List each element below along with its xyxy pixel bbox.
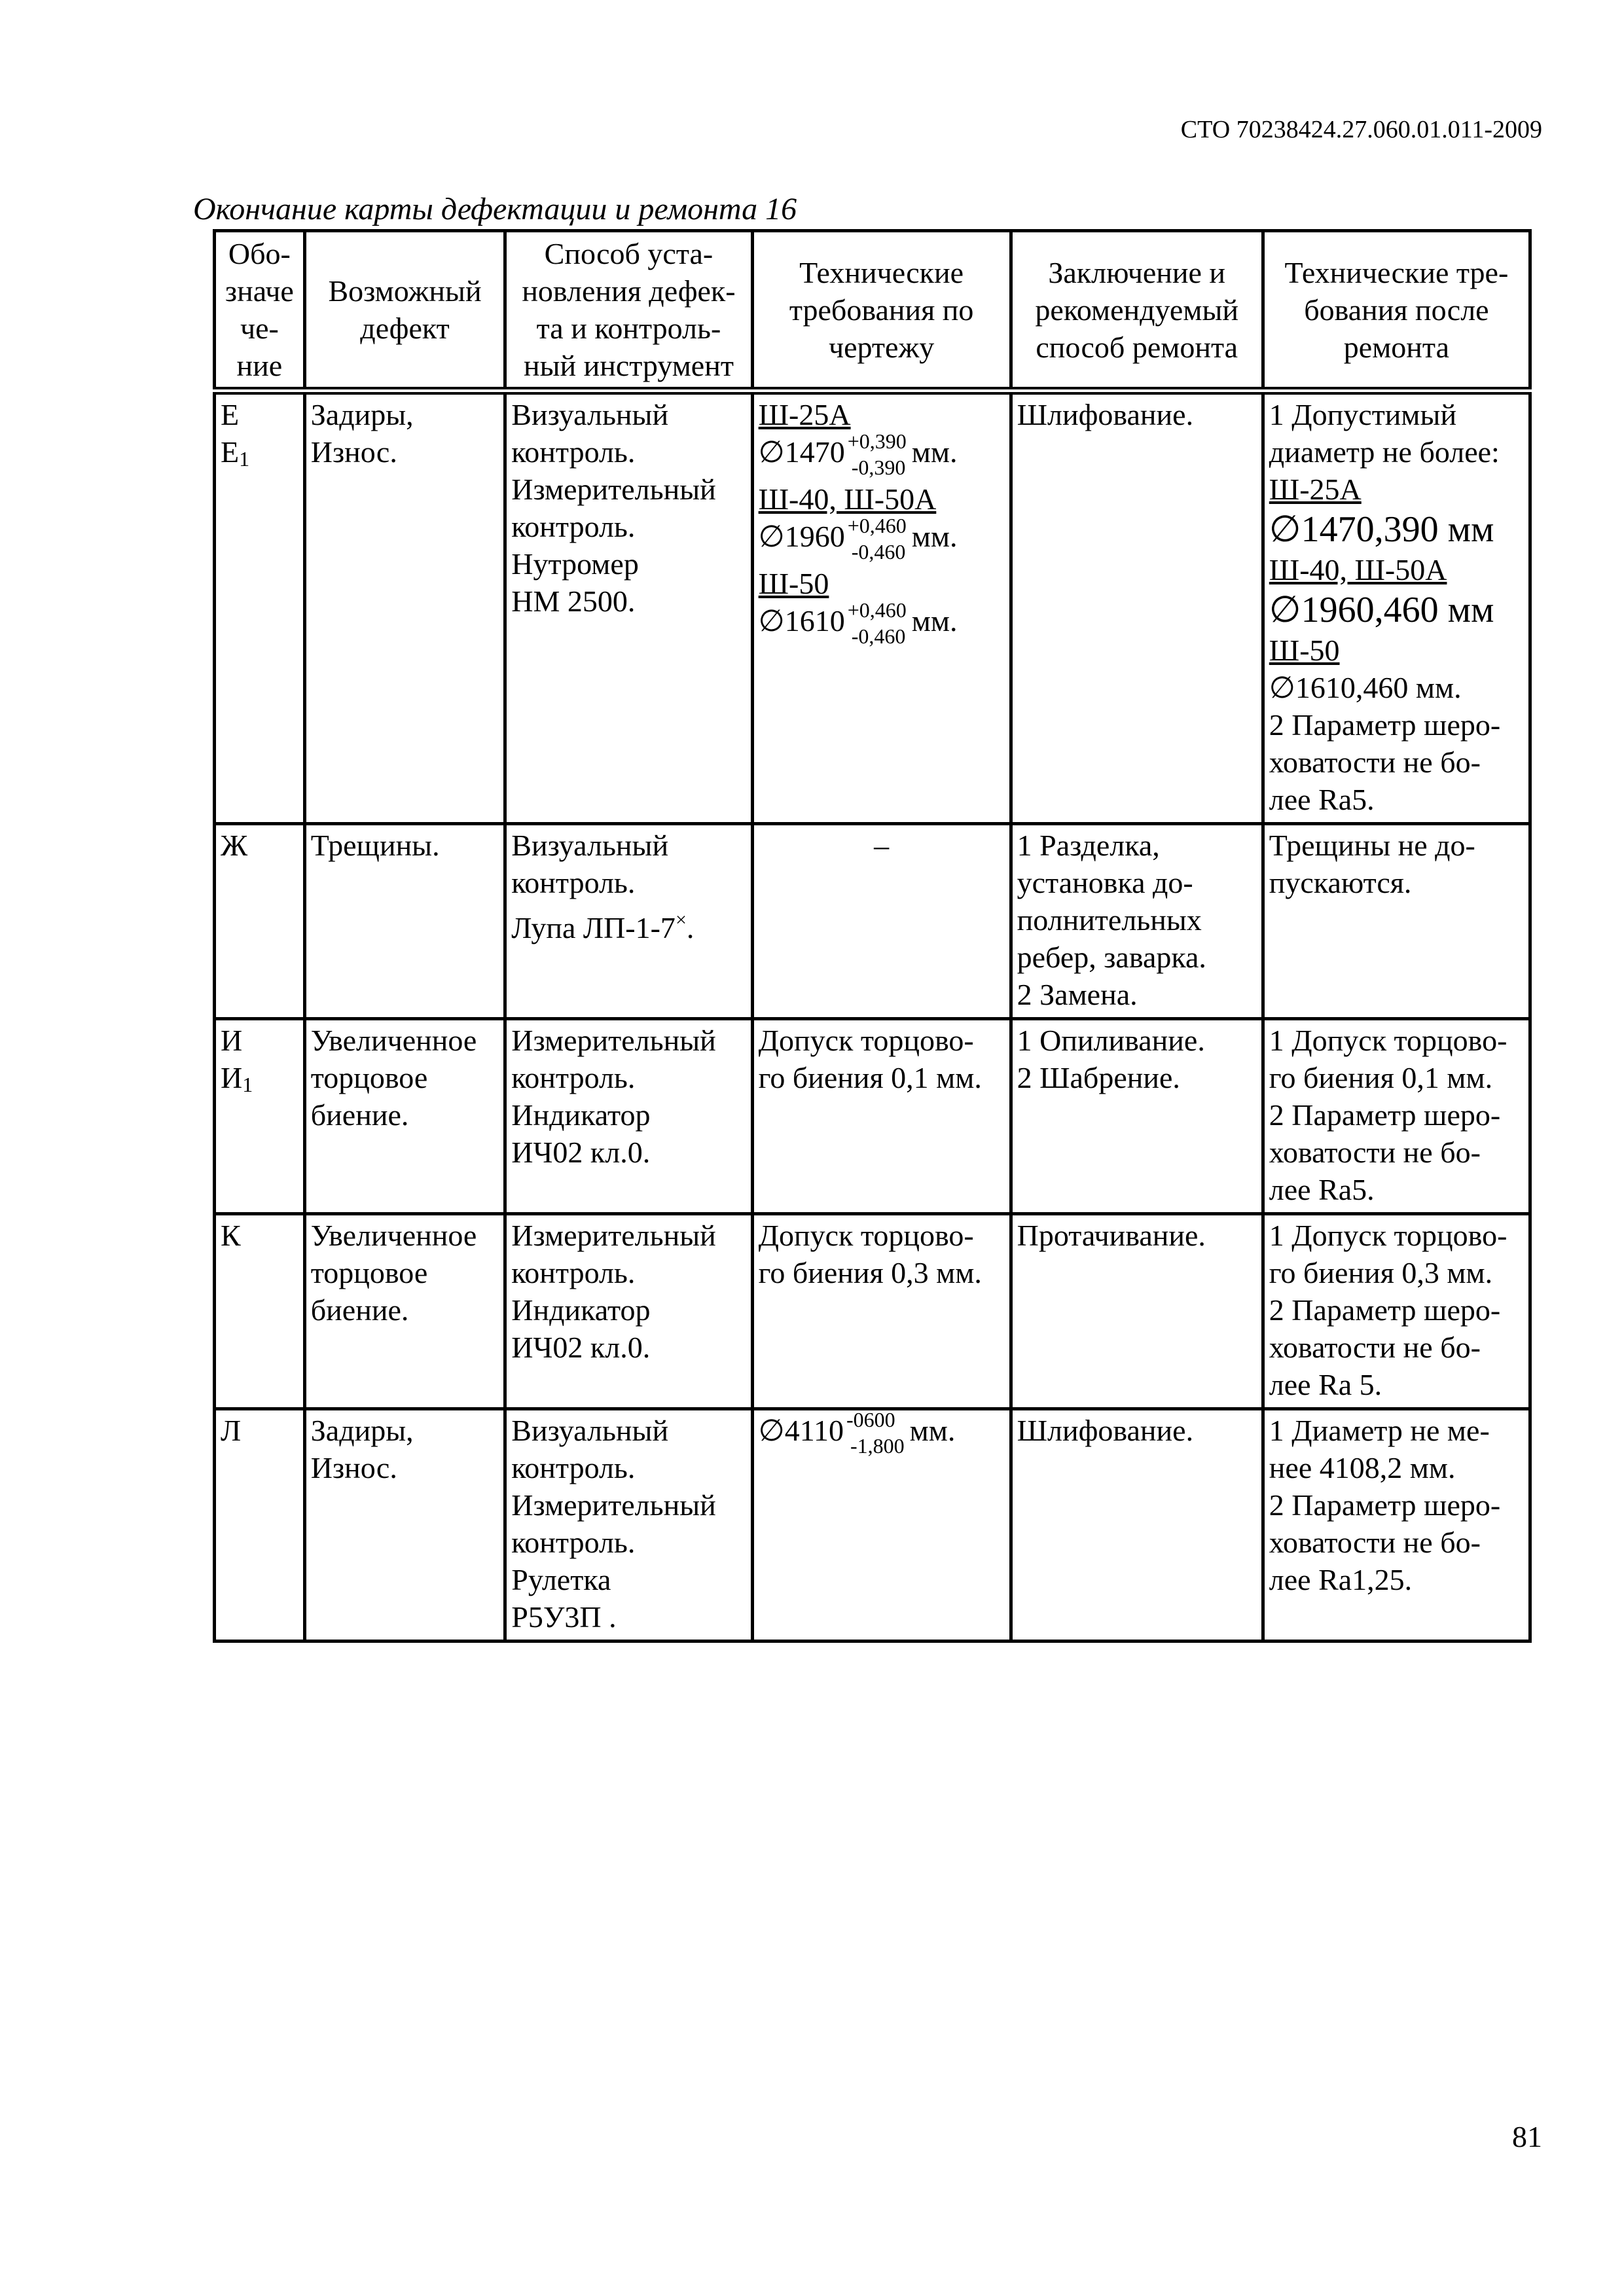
table-row <box>215 824 1530 1019</box>
table-caption: Окончание карты дефектации и ремонта 16 <box>193 192 797 226</box>
defect-repair-table <box>213 229 1532 1643</box>
table-header-row <box>215 231 1530 391</box>
cell-after-repair: 1 Допустимый диаметр не более: Ш-25А ∅1470,390 мм Ш-40, Ш-50А ∅1960,460 мм Ш-50 ∅1610,460 мм. 2 Параметр шеро- ховатости не бо- лее Ra5. <box>1263 391 1530 824</box>
cell-after-repair: Трещины не до- пускаются. <box>1263 824 1530 1019</box>
cell-defect: Задиры, Износ. <box>304 391 505 824</box>
dimension-spec: ∅4110 -0600 -1,800 мм. <box>758 1408 956 1458</box>
table-row <box>215 1214 1530 1409</box>
header-drawing-requirements: Технические требования по чертежу <box>752 231 1011 391</box>
header-designation: Обо- значе че- ние <box>215 231 305 391</box>
header-after-repair: Технические тре- бования после ремонта <box>1263 231 1530 391</box>
cell-defect: Задиры, Износ. <box>304 1409 505 1641</box>
cell-conclusion: 1 Опиливание. 2 Шабрение. <box>1011 1019 1263 1214</box>
cell-method: Визуальный контроль. Лупа ЛП-1-7×. <box>505 824 752 1019</box>
cell-designation: Л <box>215 1409 305 1641</box>
document-code: СТО 70238424.27.060.01.011-2009 <box>1180 116 1542 143</box>
cell-designation: К <box>215 1214 305 1409</box>
cell-designation: Ж <box>215 824 305 1019</box>
cell-drawing-spec <box>752 1409 1011 1641</box>
cell-after-repair: 1 Диаметр не ме- нее 4108,2 мм. 2 Параметр шеро- ховатости не бо- лее Ra1,25. <box>1263 1409 1530 1641</box>
cell-conclusion: Шлифование. <box>1011 1409 1263 1641</box>
cell-drawing-spec: Ш-25А ∅1470 +0,390 -0,390 мм. Ш-40, Ш-50А ∅1960 +0,460 -0,460 мм. Ш-50 ∅1610 +0,460 -0,460 мм. <box>752 391 1011 824</box>
cell-method: Визуальный контроль. Измерительный контроль. Нутромер НМ 2500. <box>505 391 752 824</box>
dimension-spec: ∅1610 +0,460 -0,460 мм. <box>758 598 958 648</box>
cell-conclusion: 1 Разделка, установка до- полнительных ребер, заварка. 2 Замена. <box>1011 824 1263 1019</box>
header-conclusion: Заключение и рекомендуемый способ ремонта <box>1011 231 1263 391</box>
cell-conclusion: Шлифование. <box>1011 391 1263 824</box>
table-row <box>215 1409 1530 1641</box>
header-detection-method: Способ уста- новления дефек- та и контроль- ный инструмент <box>505 231 752 391</box>
cell-after-repair: 1 Допуск торцово- го биения 0,1 мм. 2 Параметр шеро- ховатости не бо- лее Ra5. <box>1263 1019 1530 1214</box>
header-possible-defect: Возможный дефект <box>304 231 505 391</box>
cell-defect: Увеличенное торцовое биение. <box>304 1019 505 1214</box>
cell-defect: Трещины. <box>304 824 505 1019</box>
table-row <box>215 391 1530 824</box>
dimension-spec: ∅1960 +0,460 -0,460 мм. <box>758 514 958 564</box>
cell-method: Измерительный контроль. Индикатор ИЧ02 кл.0. <box>505 1019 752 1214</box>
page-number: 81 <box>1512 2120 1542 2153</box>
cell-designation: Е Е1 <box>215 391 305 824</box>
dimension-spec: ∅1470 +0,390 -0,390 мм. <box>758 429 958 479</box>
cell-method: Визуальный контроль. Измерительный контроль. Рулетка Р5У3П . <box>505 1409 752 1641</box>
cell-conclusion: Протачивание. <box>1011 1214 1263 1409</box>
cell-designation: И И1 <box>215 1019 305 1214</box>
cell-after-repair: 1 Допуск торцово- го биения 0,3 мм. 2 Параметр шеро- ховатости не бо- лее Ra 5. <box>1263 1214 1530 1409</box>
table-row <box>215 1019 1530 1214</box>
cell-drawing-spec: – <box>752 824 1011 1019</box>
cell-method: Измерительный контроль. Индикатор ИЧ02 кл.0. <box>505 1214 752 1409</box>
cell-drawing-spec: Допуск торцово- го биения 0,3 мм. <box>752 1214 1011 1409</box>
cell-drawing-spec: Допуск торцово- го биения 0,1 мм. <box>752 1019 1011 1214</box>
cell-defect: Увеличенное торцовое биение. <box>304 1214 505 1409</box>
